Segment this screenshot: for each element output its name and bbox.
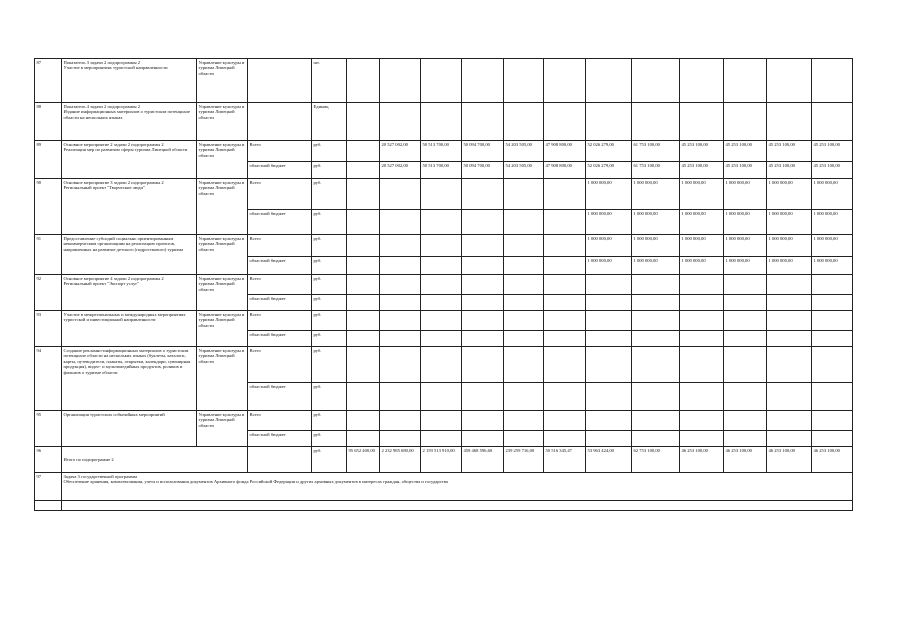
value-cell: 1 000 000,00 bbox=[812, 179, 853, 210]
row-executor: Управление культуры и туризма Липецкой области bbox=[197, 347, 248, 411]
funding-source: Всего bbox=[248, 235, 312, 257]
total-label: Итого по подпрограмме 2 bbox=[62, 447, 248, 473]
total-value-cell: 62 753 100,00 bbox=[632, 447, 680, 473]
program-budget-table bbox=[34, 58, 853, 511]
value-cell bbox=[812, 331, 853, 347]
funding-source: областной бюджет bbox=[248, 210, 312, 235]
value-cell: 1 000 000,00 bbox=[724, 257, 767, 275]
value-cell bbox=[421, 210, 462, 235]
value-cell: 61 753 100,00 bbox=[632, 162, 680, 179]
value-cell bbox=[380, 210, 421, 235]
value-cell bbox=[812, 383, 853, 411]
row-number: 92 bbox=[35, 275, 62, 311]
value-cell bbox=[347, 235, 380, 257]
row-source bbox=[248, 59, 312, 103]
value-cell bbox=[632, 331, 680, 347]
value-cell bbox=[380, 275, 421, 295]
value-cell bbox=[347, 59, 380, 103]
value-cell bbox=[767, 103, 812, 141]
funding-source: Всего bbox=[248, 141, 312, 162]
row-unit: руб. bbox=[312, 447, 347, 473]
value-cell bbox=[812, 431, 853, 447]
value-cell bbox=[380, 431, 421, 447]
value-cell: 1 000 000,00 bbox=[812, 210, 853, 235]
value-cell bbox=[724, 59, 767, 103]
value-cell bbox=[724, 311, 767, 331]
value-cell bbox=[347, 275, 380, 295]
value-cell bbox=[347, 162, 380, 179]
funding-source: Всего bbox=[248, 311, 312, 331]
total-value-cell: 53 963 424,00 bbox=[586, 447, 632, 473]
value-cell bbox=[347, 331, 380, 347]
row-unit: руб. bbox=[312, 141, 347, 162]
row-executor: Управление культуры и туризма Липецкой области bbox=[197, 311, 248, 347]
value-cell bbox=[680, 411, 724, 431]
row-number: 87 bbox=[35, 59, 62, 103]
value-cell: 1 000 000,00 bbox=[632, 179, 680, 210]
value-cell bbox=[586, 331, 632, 347]
value-cell bbox=[347, 103, 380, 141]
value-cell bbox=[767, 311, 812, 331]
value-cell bbox=[680, 431, 724, 447]
value-cell bbox=[632, 295, 680, 311]
row-executor: Управление культуры и туризма Липецкой области bbox=[197, 235, 248, 275]
value-cell bbox=[504, 59, 544, 103]
value-cell bbox=[586, 383, 632, 411]
value-cell bbox=[347, 210, 380, 235]
value-cell bbox=[544, 59, 586, 103]
value-cell bbox=[767, 383, 812, 411]
total-value-cell: 458 468 596,60 bbox=[462, 447, 504, 473]
total-value-cell: 46 253 100,00 bbox=[680, 447, 724, 473]
value-cell: 1 000 000,00 bbox=[767, 235, 812, 257]
value-cell bbox=[504, 331, 544, 347]
value-cell: 1 000 000,00 bbox=[680, 210, 724, 235]
value-cell: 20 527 002,00 bbox=[380, 141, 421, 162]
value-cell bbox=[632, 347, 680, 383]
value-cell bbox=[544, 103, 586, 141]
funding-source: областной бюджет bbox=[248, 295, 312, 311]
value-cell bbox=[680, 331, 724, 347]
table-row bbox=[35, 235, 853, 257]
value-cell: 61 753 100,00 bbox=[632, 141, 680, 162]
value-cell bbox=[421, 103, 462, 141]
row-number: 93 bbox=[35, 311, 62, 347]
row-number: 94 bbox=[35, 347, 62, 411]
row-source bbox=[248, 103, 312, 141]
row-name: Участие в межрегиональных и международных мероприятиях туристской и инвестиционной направленности bbox=[62, 311, 197, 347]
value-cell bbox=[586, 311, 632, 331]
row-number: 90 bbox=[35, 179, 62, 235]
value-cell bbox=[767, 331, 812, 347]
total-value-cell: 50 516 345,47 bbox=[544, 447, 586, 473]
value-cell bbox=[504, 257, 544, 275]
value-cell bbox=[347, 311, 380, 331]
value-cell bbox=[632, 59, 680, 103]
value-cell bbox=[586, 275, 632, 295]
value-cell: 1 000 000,00 bbox=[586, 179, 632, 210]
value-cell bbox=[462, 431, 504, 447]
value-cell bbox=[544, 210, 586, 235]
value-cell: 1 000 000,00 bbox=[586, 257, 632, 275]
value-cell bbox=[421, 347, 462, 383]
value-cell: 45 253 100,00 bbox=[680, 162, 724, 179]
value-cell bbox=[767, 59, 812, 103]
value-cell bbox=[421, 431, 462, 447]
value-cell: 1 000 000,00 bbox=[724, 179, 767, 210]
value-cell bbox=[462, 179, 504, 210]
value-cell bbox=[462, 257, 504, 275]
value-cell bbox=[586, 59, 632, 103]
value-cell bbox=[421, 383, 462, 411]
value-cell bbox=[724, 347, 767, 383]
row-name: Основное мероприятие 3 задачи 2 подпрограммы 2 Региональный проект "Творческие люди" bbox=[62, 179, 197, 235]
value-cell bbox=[544, 295, 586, 311]
row-name: Показатель 4 задачи 2 подпрограммы 2 Издание информационных материалов о туристском потенциале области на нескольких языках bbox=[62, 103, 197, 141]
value-cell bbox=[767, 275, 812, 295]
funding-source: Всего bbox=[248, 347, 312, 383]
value-cell: 1 000 000,00 bbox=[767, 257, 812, 275]
value-cell bbox=[421, 331, 462, 347]
table-row bbox=[35, 411, 853, 431]
row-executor: Управление культуры и туризма Липецкой области bbox=[197, 141, 248, 179]
value-cell bbox=[544, 411, 586, 431]
table-row bbox=[35, 103, 853, 141]
value-cell bbox=[421, 235, 462, 257]
value-cell bbox=[812, 411, 853, 431]
value-cell bbox=[586, 295, 632, 311]
value-cell bbox=[724, 275, 767, 295]
value-cell: 47 908 800,00 bbox=[544, 162, 586, 179]
value-cell bbox=[586, 411, 632, 431]
value-cell: 45 253 100,00 bbox=[724, 141, 767, 162]
row-unit: руб. bbox=[312, 383, 347, 411]
value-cell bbox=[421, 295, 462, 311]
value-cell bbox=[462, 331, 504, 347]
row-number: 96 bbox=[35, 447, 62, 473]
total-value-cell: 2 159 513 910,00 bbox=[421, 447, 462, 473]
value-cell: 1 000 000,00 bbox=[680, 235, 724, 257]
value-cell bbox=[724, 295, 767, 311]
value-cell bbox=[812, 311, 853, 331]
value-cell: 45 253 100,00 bbox=[767, 141, 812, 162]
value-cell bbox=[504, 431, 544, 447]
value-cell: 54 203 505,00 bbox=[504, 162, 544, 179]
value-cell: 1 000 000,00 bbox=[812, 235, 853, 257]
row-executor: Управление культуры и туризма Липецкой области bbox=[197, 59, 248, 103]
value-cell bbox=[632, 383, 680, 411]
row-name: Показатель 3 задачи 2 подпрограммы 2 Участие в мероприятиях туристской направленности bbox=[62, 59, 197, 103]
value-cell bbox=[544, 235, 586, 257]
value-cell: 1 000 000,00 bbox=[812, 257, 853, 275]
row-unit: руб. bbox=[312, 275, 347, 295]
value-cell bbox=[462, 347, 504, 383]
row-unit: руб. bbox=[312, 347, 347, 383]
value-cell bbox=[380, 59, 421, 103]
row-name: Основное мероприятие 4 задачи 2 подпрограммы 2 Региональный проект "Экспорт услуг" bbox=[62, 275, 197, 311]
value-cell bbox=[504, 235, 544, 257]
value-cell bbox=[632, 275, 680, 295]
value-cell: 50 094 700,00 bbox=[462, 162, 504, 179]
row-executor: Управление культуры и туризма Липецкой области bbox=[197, 103, 248, 141]
value-cell bbox=[347, 295, 380, 311]
value-cell bbox=[462, 210, 504, 235]
value-cell bbox=[680, 383, 724, 411]
value-cell bbox=[504, 179, 544, 210]
value-cell: 50 513 700,00 bbox=[421, 141, 462, 162]
value-cell bbox=[632, 103, 680, 141]
row-name: Основное мероприятие 2 задачи 2 подпрограммы 2 Реализация мер по развитию сферы туризма Липецкой области bbox=[62, 141, 197, 179]
value-cell bbox=[380, 383, 421, 411]
value-cell: 45 253 100,00 bbox=[812, 162, 853, 179]
value-cell bbox=[347, 257, 380, 275]
row-unit: руб. bbox=[312, 162, 347, 179]
value-cell: 1 000 000,00 bbox=[724, 210, 767, 235]
value-cell bbox=[380, 235, 421, 257]
table-row bbox=[35, 311, 853, 331]
value-cell bbox=[812, 103, 853, 141]
funding-source: Всего bbox=[248, 411, 312, 431]
value-cell bbox=[347, 431, 380, 447]
value-cell bbox=[544, 383, 586, 411]
row-name: Предоставление субсидий социально ориентированным некоммерческим организациям на реализацию проектов, направленных на развитие детского (подросткового) туризма bbox=[62, 235, 197, 275]
row-number bbox=[35, 501, 62, 511]
table-row bbox=[35, 179, 853, 210]
value-cell bbox=[544, 179, 586, 210]
value-cell: 45 253 100,00 bbox=[812, 141, 853, 162]
value-cell bbox=[632, 311, 680, 331]
value-cell bbox=[504, 275, 544, 295]
value-cell: 54 203 505,00 bbox=[504, 141, 544, 162]
value-cell bbox=[504, 311, 544, 331]
value-cell bbox=[680, 347, 724, 383]
value-cell bbox=[724, 103, 767, 141]
value-cell bbox=[544, 311, 586, 331]
value-cell bbox=[586, 431, 632, 447]
table-row bbox=[35, 347, 853, 383]
value-cell bbox=[724, 431, 767, 447]
value-cell bbox=[380, 411, 421, 431]
total-value-cell: 46 253 100,00 bbox=[767, 447, 812, 473]
value-cell: 1 000 000,00 bbox=[586, 235, 632, 257]
value-cell bbox=[680, 103, 724, 141]
value-cell bbox=[767, 411, 812, 431]
value-cell bbox=[347, 383, 380, 411]
value-cell bbox=[462, 235, 504, 257]
value-cell bbox=[421, 311, 462, 331]
row-unit: шт. bbox=[312, 59, 347, 103]
value-cell: 20 527 002,00 bbox=[380, 162, 421, 179]
value-cell: 1 000 000,00 bbox=[680, 257, 724, 275]
funding-source: Всего bbox=[248, 179, 312, 210]
value-cell: 45 253 100,00 bbox=[680, 141, 724, 162]
value-cell bbox=[504, 103, 544, 141]
row-unit: руб. bbox=[312, 311, 347, 331]
value-cell bbox=[421, 179, 462, 210]
funding-source: областной бюджет bbox=[248, 331, 312, 347]
value-cell: 45 253 100,00 bbox=[724, 162, 767, 179]
value-cell bbox=[380, 311, 421, 331]
budget-table-page bbox=[34, 58, 852, 511]
value-cell bbox=[347, 411, 380, 431]
value-cell bbox=[544, 331, 586, 347]
funding-source: областной бюджет bbox=[248, 431, 312, 447]
funding-source: областной бюджет bbox=[248, 162, 312, 179]
value-cell bbox=[767, 347, 812, 383]
value-cell: 1 000 000,00 bbox=[680, 179, 724, 210]
value-cell bbox=[812, 275, 853, 295]
row-executor: Управление культуры и туризма Липецкой области bbox=[197, 411, 248, 447]
value-cell bbox=[462, 103, 504, 141]
value-cell: 50 094 700,00 bbox=[462, 141, 504, 162]
total-value-cell: 46 253 100,00 bbox=[724, 447, 767, 473]
row-unit: руб. bbox=[312, 257, 347, 275]
value-cell bbox=[680, 295, 724, 311]
value-cell: 1 000 000,00 bbox=[632, 257, 680, 275]
value-cell bbox=[504, 347, 544, 383]
value-cell: 52 026 279,00 bbox=[586, 141, 632, 162]
value-cell bbox=[504, 383, 544, 411]
row-unit: руб. bbox=[312, 235, 347, 257]
row-executor: Управление культуры и туризма Липецкой области bbox=[197, 275, 248, 311]
total-value-cell: 2 232 985 680,00 bbox=[380, 447, 421, 473]
value-cell bbox=[347, 141, 380, 162]
value-cell bbox=[421, 257, 462, 275]
value-cell bbox=[462, 59, 504, 103]
row-number: 91 bbox=[35, 235, 62, 275]
value-cell bbox=[462, 275, 504, 295]
value-cell bbox=[812, 59, 853, 103]
table-row bbox=[35, 141, 853, 162]
value-cell bbox=[504, 295, 544, 311]
value-cell bbox=[632, 431, 680, 447]
value-cell bbox=[421, 59, 462, 103]
value-cell bbox=[421, 411, 462, 431]
value-cell bbox=[421, 275, 462, 295]
value-cell bbox=[724, 411, 767, 431]
value-cell bbox=[767, 431, 812, 447]
value-cell bbox=[767, 295, 812, 311]
funding-source: Всего bbox=[248, 275, 312, 295]
row-source bbox=[248, 447, 312, 473]
value-cell: 45 253 100,00 bbox=[767, 162, 812, 179]
value-cell bbox=[380, 331, 421, 347]
value-cell bbox=[544, 275, 586, 295]
value-cell bbox=[680, 59, 724, 103]
value-cell bbox=[724, 383, 767, 411]
value-cell: 1 000 000,00 bbox=[724, 235, 767, 257]
funding-source: областной бюджет bbox=[248, 383, 312, 411]
value-cell bbox=[462, 311, 504, 331]
value-cell: 52 026 279,00 bbox=[586, 162, 632, 179]
row-executor: Управление культуры и туризма Липецкой области bbox=[197, 179, 248, 235]
value-cell bbox=[504, 210, 544, 235]
value-cell bbox=[812, 295, 853, 311]
row-number: 95 bbox=[35, 411, 62, 447]
value-cell: 1 000 000,00 bbox=[632, 210, 680, 235]
value-cell bbox=[380, 257, 421, 275]
row-unit: руб. bbox=[312, 179, 347, 210]
value-cell bbox=[724, 331, 767, 347]
row-unit: руб. bbox=[312, 431, 347, 447]
row-unit: руб. bbox=[312, 331, 347, 347]
value-cell bbox=[462, 383, 504, 411]
value-cell bbox=[380, 179, 421, 210]
row-number: 89 bbox=[35, 141, 62, 179]
task-row bbox=[35, 473, 853, 501]
value-cell: 1 000 000,00 bbox=[632, 235, 680, 257]
task-description: Задача 3 государственной программы Обеспечение хранения, комплектования, учета и использования документов Архивного фонда Российской Федерации и других архивных документов в интересах граждан, общества и государства bbox=[62, 473, 853, 501]
value-cell: 47 908 800,00 bbox=[544, 141, 586, 162]
value-cell bbox=[380, 347, 421, 383]
value-cell bbox=[586, 347, 632, 383]
table-row bbox=[35, 59, 853, 103]
value-cell bbox=[544, 257, 586, 275]
row-number: 88 bbox=[35, 103, 62, 141]
total-row bbox=[35, 447, 853, 473]
funding-source: областной бюджет bbox=[248, 257, 312, 275]
value-cell bbox=[380, 295, 421, 311]
value-cell: 1 000 000,00 bbox=[767, 179, 812, 210]
value-cell bbox=[632, 411, 680, 431]
value-cell bbox=[504, 411, 544, 431]
row-unit: руб. bbox=[312, 295, 347, 311]
value-cell bbox=[586, 103, 632, 141]
row-name: Организация туристских событийных мероприятий bbox=[62, 411, 197, 447]
value-cell: 1 000 000,00 bbox=[767, 210, 812, 235]
table-row bbox=[35, 275, 853, 295]
value-cell bbox=[812, 347, 853, 383]
value-cell bbox=[544, 347, 586, 383]
row-unit: Единиц bbox=[312, 103, 347, 141]
row-number: 97 bbox=[35, 473, 62, 501]
total-value-cell: 46 253 100,00 bbox=[812, 447, 853, 473]
value-cell bbox=[347, 347, 380, 383]
row-unit: руб. bbox=[312, 411, 347, 431]
total-value-cell: 95 652 400,00 bbox=[347, 447, 380, 473]
value-cell: 50 513 700,00 bbox=[421, 162, 462, 179]
row-unit: руб. bbox=[312, 210, 347, 235]
value-cell bbox=[544, 431, 586, 447]
blank-cell bbox=[62, 501, 853, 511]
value-cell: 1 000 000,00 bbox=[586, 210, 632, 235]
value-cell bbox=[380, 103, 421, 141]
blank-row bbox=[35, 501, 853, 511]
value-cell bbox=[462, 411, 504, 431]
value-cell bbox=[347, 179, 380, 210]
value-cell bbox=[680, 311, 724, 331]
value-cell bbox=[680, 275, 724, 295]
value-cell bbox=[462, 295, 504, 311]
row-name: Создание рекламно-информационных материалов о туристском потенциале области на нескольких языках (буклеты, каталоги, карты, путеводители, плакаты, открытки, календари, сувенирная продукция), видео- и мультимедийных продуктов, роликов и фильмов о туризме области bbox=[62, 347, 197, 411]
total-value-cell: 239 259 716,00 bbox=[504, 447, 544, 473]
